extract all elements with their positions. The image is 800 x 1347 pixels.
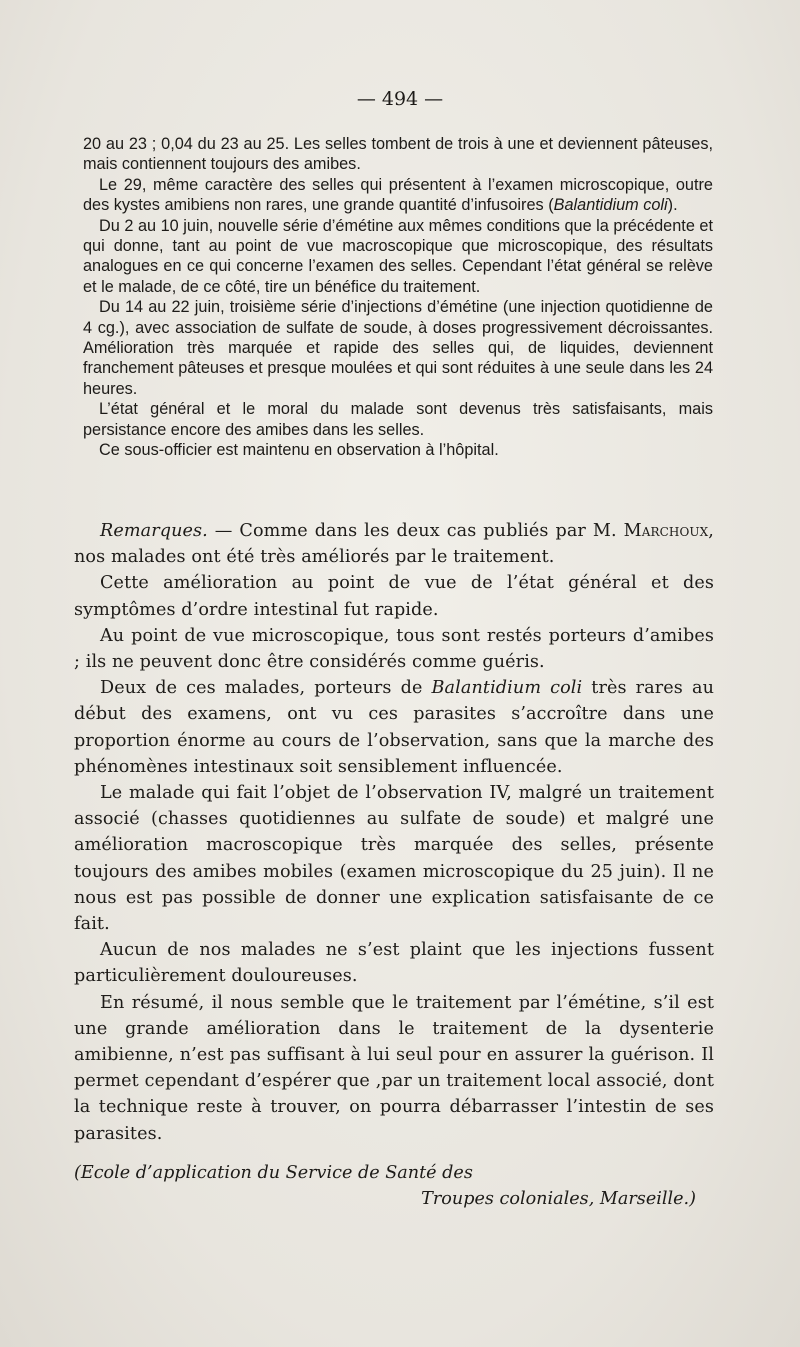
- author-name: Marchoux: [623, 521, 709, 541]
- observation-paragraph-6: Ce sous-officier est maintenu en observation à l’hôpital.: [99, 441, 499, 460]
- paragraph-text: très rares au début des examens, ont vu ces parasites s’accroître dans une proportion énorme au cours de l’observation, sans que la marche des phénomènes intestinaux soit sensiblement influencée.: [74, 678, 714, 777]
- observation-paragraph-4: Du 14 au 22 juin, troisième série d’injections d’émétine (une injection quotidienne de 4 cg.), avec association de sulfate de soude, à doses progressivement décroissantes. Amélioration très marquée et rapide des selles qui, de liquides, deviennent franchement pâteuses et presque moulées et qui sont réduites à une seule dans les 24 heures.: [83, 298, 713, 398]
- paragraph-text: — Comme dans les deux cas publiés par M.: [207, 521, 624, 541]
- page-number: — 494 —: [356, 88, 444, 110]
- remarks-paragraph-5: Le malade qui fait l’objet de l’observation IV, malgré un traitement associé (chasses quotidiennes au sulfate de soude) et malgré une amélioration macroscopique très marquée des selles, présente toujours des amibes mobiles (examen microscopique du 25 juin). Il ne nous est pas possible de donner une explication satisfaisante de ce fait.: [74, 783, 714, 935]
- affiliation: [74, 1160, 714, 1212]
- affiliation-line-2: Troupes coloniales, Marseille.): [421, 1189, 696, 1210]
- observation-text: [83, 134, 713, 461]
- paragraph-text: , nos malades ont été très améliorés par le traitement.: [74, 521, 714, 568]
- paragraph-text: Deux de ces malades, porteurs de: [100, 678, 432, 699]
- species-name: Balantidium coli: [553, 196, 668, 215]
- remarks-heading: Remarques.: [100, 521, 208, 541]
- paragraph-text: Le 29, même caractère des selles qui présentent à l’examen microscopique, outre des kystes amibiens non rares, une grande quantité d’infusoires (: [83, 175, 713, 215]
- remarks-paragraph-2: Cette amélioration au point de vue de l’état général et des symptômes d’ordre intestinal fut rapide.: [74, 573, 714, 620]
- species-name: Balantidium coli: [431, 678, 583, 699]
- observation-paragraph-1: 20 au 23 ; 0,04 du 23 au 25. Les selles tombent de trois à une et deviennent pâteuses, mais contiennent toujours des amibes.: [83, 135, 713, 174]
- remarks-paragraph-7: En résumé, il nous semble que le traitement par l’émétine, s’il est une grande amélioration dans le traitement de la dysenterie amibienne, n’est pas suffisant à lui seul pour en assurer la guérison. Il permet cependant d’espérer que ,par un traitement local associé, dont la technique reste à trouver, on pourra débarrasser l’intestin de ses parasites.: [74, 992, 714, 1144]
- paragraph-text: ).: [667, 196, 678, 215]
- remarks-paragraph-4: [74, 675, 714, 780]
- affiliation-line-1: (Ecole d’application du Service de Santé des: [74, 1163, 473, 1183]
- observation-paragraph-3: Du 2 au 10 juin, nouvelle série d’émétine aux mêmes conditions que la précédente et qui donne, tant au point de vue macroscopique que microscopique, des résultats analogues en ce qui concerne l’examen des selles. Cependant l’état général se relève et le malade, de ce côté, tire un bénéfice du traitement.: [83, 216, 713, 296]
- remarks-section: [74, 518, 714, 1147]
- observation-paragraph-2: [83, 175, 713, 216]
- remarks-paragraph-1: [74, 518, 714, 570]
- remarks-paragraph-3: Au point de vue microscopique, tous sont restés porteurs d’amibes ; ils ne peuvent donc être considérés comme guéris.: [74, 625, 714, 673]
- remarks-paragraph-6: Aucun de nos malades ne s’est plaint que les injections fussent particulièrement douloureuses.: [74, 940, 714, 987]
- observation-paragraph-5: L’état général et le moral du malade sont devenus très satisfaisants, mais persistance encore des amibes dans les selles.: [83, 400, 713, 439]
